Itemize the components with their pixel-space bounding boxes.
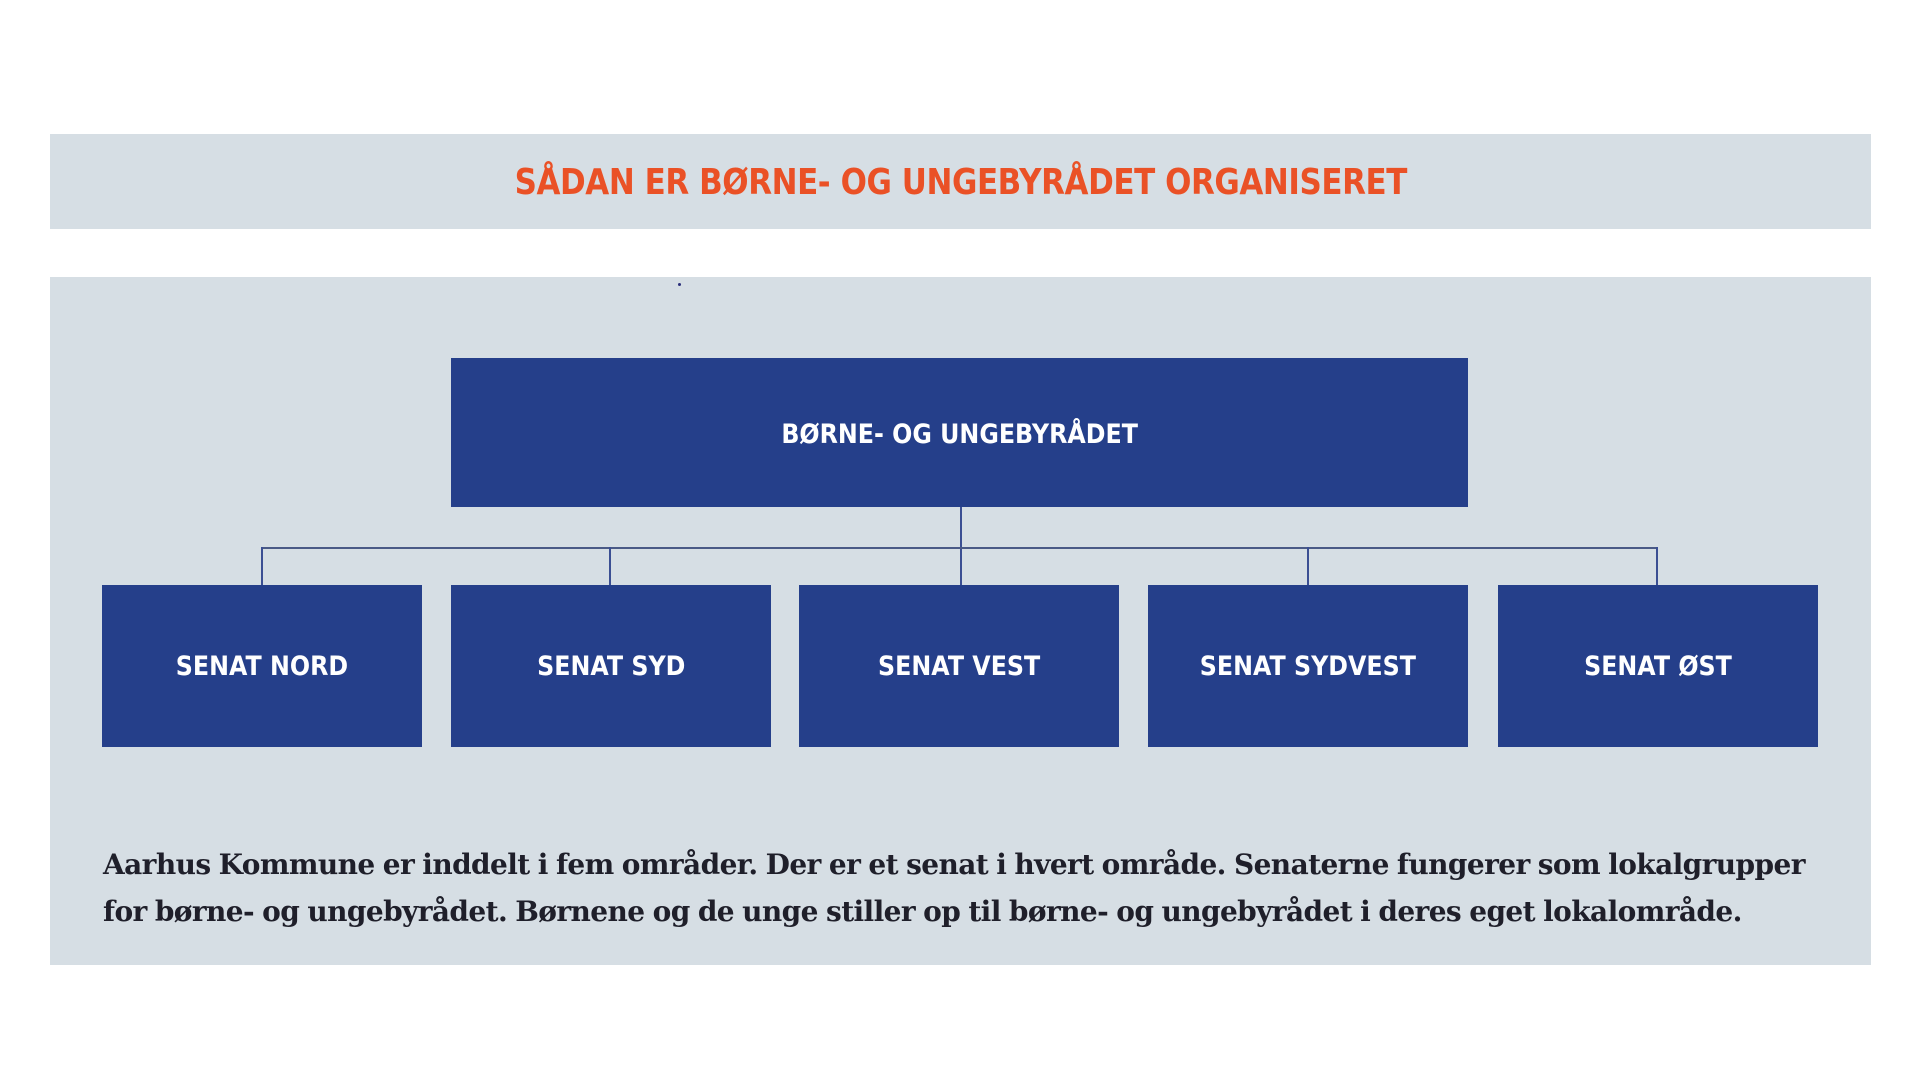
connector-trunk [960, 507, 962, 585]
senate-box-nord [102, 585, 422, 747]
senate-label: SENAT ØST [1584, 650, 1732, 682]
decorative-dot [678, 283, 681, 286]
connector-drop-syd [609, 547, 611, 585]
connector-drop-sydvest [1307, 547, 1309, 585]
root-node-box [451, 358, 1468, 507]
connector-bar [261, 547, 1658, 549]
senate-box-sydvest [1148, 585, 1468, 747]
root-node-label: BØRNE- OG UNGEBYRÅDET [781, 419, 1138, 450]
senate-label: SENAT VEST [877, 650, 1041, 682]
senate-box-oest [1498, 585, 1818, 747]
title-band [50, 134, 1871, 229]
senate-box-syd [451, 585, 771, 747]
senate-box-vest [799, 585, 1119, 747]
connector-drop-nord [261, 547, 263, 585]
senate-label: SENAT NORD [175, 650, 349, 682]
page-title: SÅDAN ER BØRNE- OG UNGEBYRÅDET ORGANISERET [514, 162, 1407, 203]
senate-label: SENAT SYDVEST [1199, 650, 1417, 682]
senate-label: SENAT SYD [536, 650, 686, 682]
description-text: Aarhus Kommune er inddelt i fem områder. Der er et senat i hvert område. Senaterne fungerer som lokalgrupper for børne- og ungebyrådet. Børnene og de unge stiller op til børne- og ungebyrådet i deres eget lokalområde. [103, 848, 1805, 928]
connector-drop-oest [1656, 547, 1658, 585]
